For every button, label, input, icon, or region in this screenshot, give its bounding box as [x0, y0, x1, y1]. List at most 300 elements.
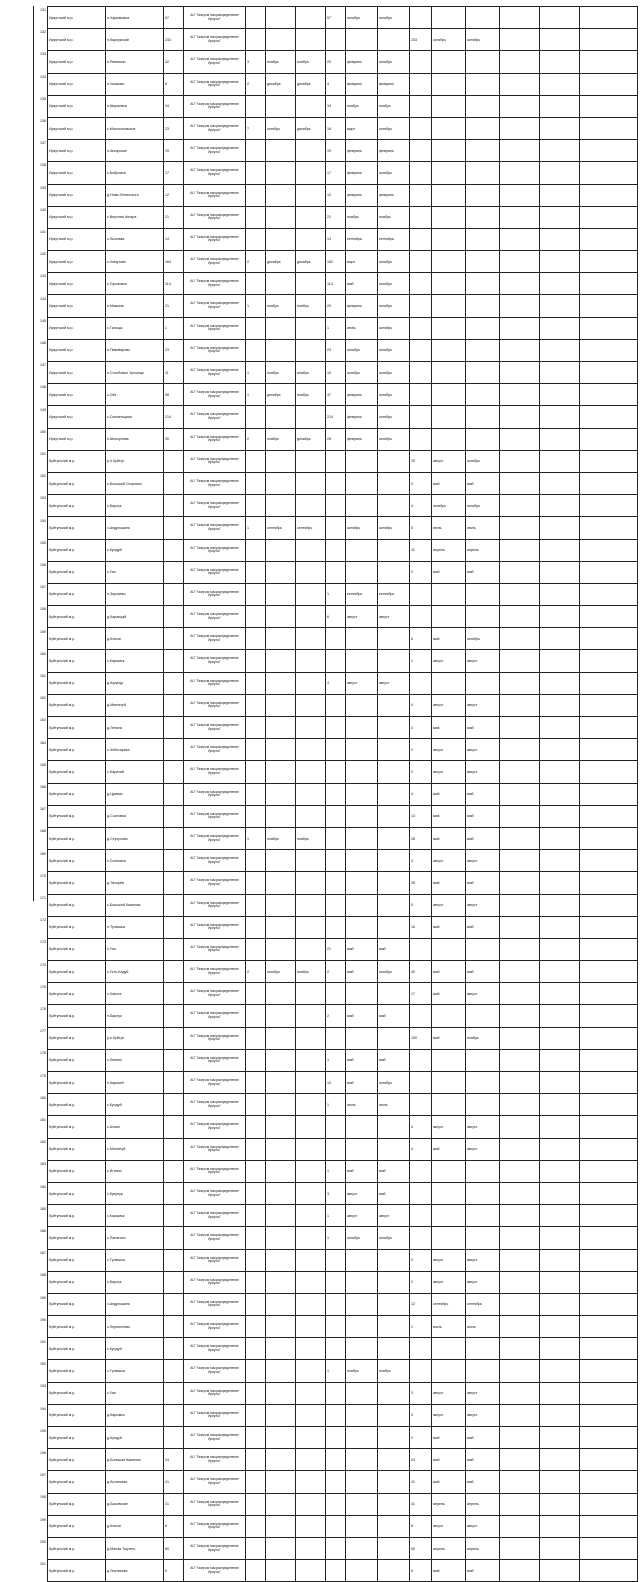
- empty-cell: [580, 583, 638, 605]
- stage1-start-cell: [266, 694, 296, 716]
- operator-cell: АО "Газпром газораспределение Иркутск": [184, 517, 246, 539]
- stage1-start-cell: [266, 7, 296, 29]
- stage1-count-cell: [246, 1449, 266, 1471]
- row-number: 146: [40, 341, 46, 345]
- row-number: 192: [40, 1362, 46, 1367]
- stage2-start-cell: [346, 1537, 378, 1559]
- stage1-start-cell: [266, 1049, 296, 1071]
- stage2-count-cell: 2: [326, 961, 346, 983]
- population-cell: 23: [164, 117, 184, 139]
- stage1-start-cell: [266, 783, 296, 805]
- stage3-start-cell: август: [432, 650, 466, 672]
- stage3-count-cell: 8: [410, 1515, 432, 1537]
- stage1-start-cell: [266, 1094, 296, 1116]
- stage1-start-cell: [266, 650, 296, 672]
- stage2-start-cell: [346, 894, 378, 916]
- empty-cell: [540, 450, 580, 472]
- empty-cell: [580, 273, 638, 295]
- operator-cell: АО "Газпром газораспределение Иркутск": [184, 783, 246, 805]
- row-number: 150: [40, 429, 46, 434]
- operator-cell: АО "Газпром газораспределение Иркутск": [184, 184, 246, 206]
- district-cell: Куйтунский м.р.: [48, 872, 106, 894]
- stage3-count-cell: 31: [410, 539, 432, 561]
- operator-cell: АО "Газпром газораспределение Иркутск": [184, 717, 246, 739]
- stage3-count-cell: [410, 428, 432, 450]
- stage2-count-cell: 34: [326, 95, 346, 117]
- district-cell: Куйтунский м.р.: [48, 1005, 106, 1027]
- operator-cell: АО "Газпром газораспределение Иркутск": [184, 1249, 246, 1271]
- stage3-end-cell: октябрь: [466, 29, 500, 51]
- stage1-end-cell: [296, 739, 326, 761]
- empty-cell: [540, 1493, 580, 1515]
- settlement-cell: с.Андрюшино: [106, 1293, 164, 1315]
- stage3-end-cell: [466, 51, 500, 73]
- row-number: 185: [40, 1206, 46, 1211]
- stage3-end-cell: [466, 162, 500, 184]
- stage3-start-cell: август: [432, 450, 466, 472]
- stage2-start-cell: [346, 872, 378, 894]
- row-number: 144: [40, 296, 46, 301]
- district-cell: Куйтунский м.р.: [48, 495, 106, 517]
- empty-cell: [500, 184, 540, 206]
- table-row: [48, 1094, 638, 1116]
- empty-cell: [500, 850, 540, 872]
- empty-cell: [580, 95, 638, 117]
- operator-cell: АО "Газпром газораспределение Иркутск": [184, 206, 246, 228]
- district-cell: Иркутский м.р.: [48, 428, 106, 450]
- stage3-start-cell: май: [432, 472, 466, 494]
- population-cell: [164, 938, 184, 960]
- population-cell: [164, 805, 184, 827]
- stage3-count-cell: [410, 140, 432, 162]
- stage2-end-cell: [378, 827, 410, 849]
- settlement-cell: п.Карлукский: [106, 29, 164, 51]
- population-cell: [164, 694, 184, 716]
- stage2-end-cell: октябрь: [378, 51, 410, 73]
- row-number: 174: [40, 962, 46, 967]
- operator-cell: АО "Газпром газораспределение Иркутск": [184, 1316, 246, 1338]
- population-cell: [164, 739, 184, 761]
- stage1-start-cell: [266, 140, 296, 162]
- stage2-count-cell: [326, 495, 346, 517]
- stage2-end-cell: [378, 916, 410, 938]
- operator-cell: АО "Газпром газораспределение Иркутск": [184, 672, 246, 694]
- stage1-count-cell: [246, 1427, 266, 1449]
- settlement-cell: д.Ново-Ленинского: [106, 184, 164, 206]
- stage3-start-cell: [432, 428, 466, 450]
- stage3-count-cell: [410, 51, 432, 73]
- table-row: [48, 583, 638, 605]
- empty-cell: [540, 1515, 580, 1537]
- empty-cell: [500, 894, 540, 916]
- stage1-end-cell: [296, 761, 326, 783]
- table-row: [48, 206, 638, 228]
- stage1-end-cell: [296, 606, 326, 628]
- row-number: 140: [40, 207, 46, 212]
- empty-cell: [500, 539, 540, 561]
- row-number: 134: [40, 74, 46, 79]
- stage1-end-cell: [296, 1293, 326, 1315]
- stage2-count-cell: 57: [326, 7, 346, 29]
- stage3-count-cell: [410, 362, 432, 384]
- stage1-start-cell: [266, 450, 296, 472]
- stage2-end-cell: [378, 1316, 410, 1338]
- operator-cell: АО "Газпром газораспределение Иркутск": [184, 7, 246, 29]
- empty-cell: [580, 1360, 638, 1382]
- stage3-count-cell: [410, 1160, 432, 1182]
- stage1-end-cell: [296, 1227, 326, 1249]
- settlement-cell: с.Тулюшка: [106, 1360, 164, 1382]
- stage1-count-cell: [246, 1316, 266, 1338]
- stage2-end-cell: июль: [378, 1094, 410, 1116]
- row-number: 194: [40, 1406, 46, 1411]
- district-cell: Куйтунский м.р.: [48, 1293, 106, 1315]
- stage1-start-cell: [266, 1160, 296, 1182]
- table-row: [48, 362, 638, 384]
- stage1-end-cell: [296, 1160, 326, 1182]
- stage2-end-cell: сентябрь: [378, 583, 410, 605]
- table-row: [48, 539, 638, 561]
- stage2-start-cell: март: [346, 117, 378, 139]
- stage3-count-cell: 17: [410, 983, 432, 1005]
- stage1-start-cell: [266, 539, 296, 561]
- settlement-cell: с.Кундуй: [106, 1094, 164, 1116]
- stage3-end-cell: [466, 228, 500, 250]
- operator-cell: АО "Газпром газораспределение Иркутск": [184, 362, 246, 384]
- population-cell: [164, 1049, 184, 1071]
- stage1-start-cell: [266, 1537, 296, 1559]
- stage2-count-cell: 3: [326, 1182, 346, 1204]
- stage3-start-cell: август: [432, 761, 466, 783]
- district-cell: Куйтунский м.р.: [48, 650, 106, 672]
- settlement-cell: с.Барлук: [106, 495, 164, 517]
- stage3-start-cell: май: [432, 1560, 466, 1582]
- row-number: 172: [40, 918, 46, 923]
- stage2-count-cell: 162: [326, 251, 346, 273]
- empty-cell: [500, 162, 540, 184]
- table-row: [48, 1138, 638, 1160]
- empty-cell: [500, 1449, 540, 1471]
- row-number: 145: [40, 318, 46, 323]
- stage3-count-cell: [410, 938, 432, 960]
- operator-cell: АО "Газпром газораспределение Иркутск": [184, 1027, 246, 1049]
- operator-cell: АО "Газпром газораспределение Иркутск": [184, 51, 246, 73]
- empty-cell: [540, 73, 580, 95]
- population-cell: [164, 872, 184, 894]
- table-row: [48, 1316, 638, 1338]
- stage2-end-cell: октябрь: [378, 428, 410, 450]
- stage2-count-cell: 4: [326, 672, 346, 694]
- stage1-end-cell: [296, 228, 326, 250]
- stage3-end-cell: август: [466, 1138, 500, 1160]
- row-number: 197: [40, 1473, 46, 1478]
- stage1-end-cell: декабрь: [296, 251, 326, 273]
- settlement-cell: п.Заусаево: [106, 583, 164, 605]
- empty-cell: [580, 1537, 638, 1559]
- empty-cell: [500, 495, 540, 517]
- empty-cell: [500, 561, 540, 583]
- stage3-start-cell: [432, 95, 466, 117]
- stage3-end-cell: [466, 206, 500, 228]
- table-row: [48, 1338, 638, 1360]
- stage2-start-cell: [346, 29, 378, 51]
- stage2-start-cell: февраль: [346, 295, 378, 317]
- stage1-end-cell: [296, 1449, 326, 1471]
- stage1-end-cell: [296, 1360, 326, 1382]
- stage3-count-cell: [410, 162, 432, 184]
- stage2-count-cell: [326, 1138, 346, 1160]
- stage1-count-cell: [246, 938, 266, 960]
- stage2-count-cell: [326, 29, 346, 51]
- stage2-end-cell: [378, 1427, 410, 1449]
- stage2-end-cell: [378, 872, 410, 894]
- stage2-start-cell: сентябрь: [346, 228, 378, 250]
- stage2-count-cell: [326, 761, 346, 783]
- table-row: [48, 1293, 638, 1315]
- stage2-end-cell: октябрь: [378, 362, 410, 384]
- stage1-end-cell: [296, 628, 326, 650]
- empty-cell: [580, 805, 638, 827]
- district-cell: Куйтунский м.р.: [48, 983, 106, 1005]
- stage1-start-cell: [266, 916, 296, 938]
- empty-cell: [540, 384, 580, 406]
- stage3-count-cell: [410, 7, 432, 29]
- stage1-count-cell: 7: [246, 117, 266, 139]
- stage1-count-cell: [246, 783, 266, 805]
- stage2-start-cell: август: [346, 672, 378, 694]
- stage3-end-cell: [466, 1005, 500, 1027]
- stage3-count-cell: [410, 1049, 432, 1071]
- stage1-start-cell: [266, 1338, 296, 1360]
- stage3-count-cell: 28: [410, 827, 432, 849]
- stage1-count-cell: [246, 1227, 266, 1249]
- stage3-count-cell: [410, 672, 432, 694]
- empty-cell: [580, 1471, 638, 1493]
- population-cell: [164, 916, 184, 938]
- operator-cell: АО "Газпром газораспределение Иркутск": [184, 850, 246, 872]
- stage2-end-cell: [378, 1293, 410, 1315]
- population-cell: [164, 1094, 184, 1116]
- stage3-start-cell: [432, 317, 466, 339]
- district-cell: Иркутский м.р.: [48, 29, 106, 51]
- empty-cell: [500, 1560, 540, 1582]
- stage1-start-cell: ноябрь: [266, 295, 296, 317]
- stage3-count-cell: 4: [410, 694, 432, 716]
- stage1-start-cell: [266, 1027, 296, 1049]
- row-number: 160: [40, 651, 46, 656]
- stage2-start-cell: [346, 1027, 378, 1049]
- row-number: 201: [40, 1562, 46, 1566]
- row-number: 156: [40, 563, 46, 567]
- table-row: [48, 1271, 638, 1293]
- table-row: [48, 273, 638, 295]
- stage3-end-cell: август: [466, 694, 500, 716]
- empty-cell: [500, 650, 540, 672]
- empty-cell: [580, 606, 638, 628]
- operator-cell: АО "Газпром газораспределение Иркутск": [184, 1427, 246, 1449]
- empty-cell: [540, 1271, 580, 1293]
- stage1-count-cell: [246, 694, 266, 716]
- settlement-cell: д.Мингатуй: [106, 694, 164, 716]
- stage1-count-cell: 1: [246, 362, 266, 384]
- population-cell: [164, 495, 184, 517]
- empty-cell: [580, 761, 638, 783]
- stage3-start-cell: август: [432, 739, 466, 761]
- row-number: 173: [40, 940, 46, 945]
- stage1-end-cell: [296, 1138, 326, 1160]
- stage1-end-cell: [296, 1427, 326, 1449]
- stage2-start-cell: сентябрь: [346, 583, 378, 605]
- stage3-start-cell: [432, 162, 466, 184]
- stage2-start-cell: [346, 739, 378, 761]
- stage1-count-cell: [246, 1404, 266, 1426]
- settlement-cell: д.Кундуй: [106, 1427, 164, 1449]
- stage3-end-cell: май: [466, 872, 500, 894]
- population-cell: [164, 1116, 184, 1138]
- stage2-start-cell: [346, 1249, 378, 1271]
- stage1-count-cell: [246, 983, 266, 1005]
- stage1-count-cell: [246, 1537, 266, 1559]
- row-number: 162: [40, 696, 46, 701]
- stage2-end-cell: [378, 1382, 410, 1404]
- stage2-start-cell: май: [346, 961, 378, 983]
- stage3-end-cell: [466, 95, 500, 117]
- stage3-start-cell: май: [432, 961, 466, 983]
- stage2-count-cell: 1: [326, 1094, 346, 1116]
- empty-cell: [580, 1515, 638, 1537]
- empty-cell: [500, 872, 540, 894]
- stage3-start-cell: июнь: [432, 517, 466, 539]
- stage2-end-cell: [378, 450, 410, 472]
- operator-cell: АО "Газпром газораспределение Иркутск": [184, 1449, 246, 1471]
- population-cell: 1: [164, 317, 184, 339]
- district-cell: Куйтунский м.р.: [48, 694, 106, 716]
- population-cell: [164, 894, 184, 916]
- stage3-start-cell: [432, 1182, 466, 1204]
- stage1-end-cell: [296, 1005, 326, 1027]
- empty-cell: [580, 1049, 638, 1071]
- row-number: 165: [40, 762, 46, 767]
- population-cell: [164, 1316, 184, 1338]
- empty-cell: [540, 938, 580, 960]
- empty-cell: [540, 1360, 580, 1382]
- stage2-start-cell: [346, 916, 378, 938]
- stage1-count-cell: [246, 583, 266, 605]
- stage3-end-cell: май: [466, 827, 500, 849]
- stage1-count-cell: [246, 317, 266, 339]
- row-number: 196: [40, 1451, 46, 1455]
- stage2-start-cell: май: [346, 1160, 378, 1182]
- empty-cell: [580, 1493, 638, 1515]
- stage2-start-cell: октябрь: [346, 1227, 378, 1249]
- settlement-cell: с.Бобровка: [106, 162, 164, 184]
- table-row: [48, 1049, 638, 1071]
- empty-cell: [580, 1271, 638, 1293]
- stage2-start-cell: май: [346, 938, 378, 960]
- population-cell: [164, 606, 184, 628]
- district-cell: Куйтунский м.р.: [48, 1471, 106, 1493]
- population-cell: 32: [164, 51, 184, 73]
- stage1-end-cell: [296, 983, 326, 1005]
- operator-cell: АО "Газпром газораспределение Иркутск": [184, 1227, 246, 1249]
- population-cell: [164, 672, 184, 694]
- stage3-count-cell: [410, 384, 432, 406]
- operator-cell: АО "Газпром газораспределение Иркутск": [184, 606, 246, 628]
- settlement-cell: п.Ширяевка: [106, 95, 164, 117]
- stage2-count-cell: 16: [326, 117, 346, 139]
- stage2-end-cell: февраль: [378, 140, 410, 162]
- empty-cell: [540, 1072, 580, 1094]
- stage2-start-cell: [346, 805, 378, 827]
- stage2-end-cell: [378, 1471, 410, 1493]
- stage2-count-cell: 1: [326, 583, 346, 605]
- table-row: [48, 1427, 638, 1449]
- stage1-start-cell: сентябрь: [266, 517, 296, 539]
- stage2-count-cell: [326, 783, 346, 805]
- row-number: 154: [40, 518, 46, 523]
- population-cell: [164, 983, 184, 1005]
- stage2-start-cell: [346, 650, 378, 672]
- stage2-end-cell: ноябрь: [378, 1360, 410, 1382]
- empty-cell: [500, 428, 540, 450]
- settlement-cell: с.Карымск: [106, 1205, 164, 1227]
- population-cell: 19: [164, 140, 184, 162]
- empty-cell: [500, 384, 540, 406]
- stage1-end-cell: [296, 1537, 326, 1559]
- stage3-start-cell: май: [432, 827, 466, 849]
- settlement-cell: с.Мингатуй: [106, 1138, 164, 1160]
- stage1-end-cell: [296, 339, 326, 361]
- empty-cell: [580, 739, 638, 761]
- table-row: [48, 1537, 638, 1559]
- stage1-count-cell: [246, 717, 266, 739]
- empty-cell: [580, 517, 638, 539]
- operator-cell: АО "Газпром газораспределение Иркутск": [184, 894, 246, 916]
- table-row: [48, 384, 638, 406]
- empty-cell: [500, 140, 540, 162]
- settlement-cell: с.Панагино: [106, 1227, 164, 1249]
- stage3-start-cell: август: [432, 1515, 466, 1537]
- stage1-count-cell: [246, 1072, 266, 1094]
- empty-cell: [580, 162, 638, 184]
- stage2-end-cell: август: [378, 672, 410, 694]
- stage1-end-cell: [296, 539, 326, 561]
- empty-cell: [540, 1160, 580, 1182]
- operator-cell: АО "Газпром газораспределение Иркутск": [184, 805, 246, 827]
- settlement-cell: с.Игнино: [106, 1160, 164, 1182]
- empty-cell: [540, 95, 580, 117]
- stage3-count-cell: 4: [410, 1116, 432, 1138]
- stage1-count-cell: [246, 561, 266, 583]
- district-cell: Куйтунский м.р.: [48, 1404, 106, 1426]
- stage1-end-cell: [296, 1027, 326, 1049]
- stage1-end-cell: [296, 1249, 326, 1271]
- population-cell: [164, 1271, 184, 1293]
- stage1-end-cell: [296, 938, 326, 960]
- stage3-count-cell: 41: [410, 1471, 432, 1493]
- stage3-count-cell: [410, 317, 432, 339]
- settlement-cell: с.Кундуй: [106, 539, 164, 561]
- stage3-end-cell: август: [466, 850, 500, 872]
- empty-cell: [500, 739, 540, 761]
- empty-cell: [500, 1316, 540, 1338]
- stage1-count-cell: [246, 1005, 266, 1027]
- empty-cell: [540, 872, 580, 894]
- empty-cell: [580, 717, 638, 739]
- population-cell: 233: [164, 29, 184, 51]
- table-row: [48, 339, 638, 361]
- stage3-start-cell: май: [432, 628, 466, 650]
